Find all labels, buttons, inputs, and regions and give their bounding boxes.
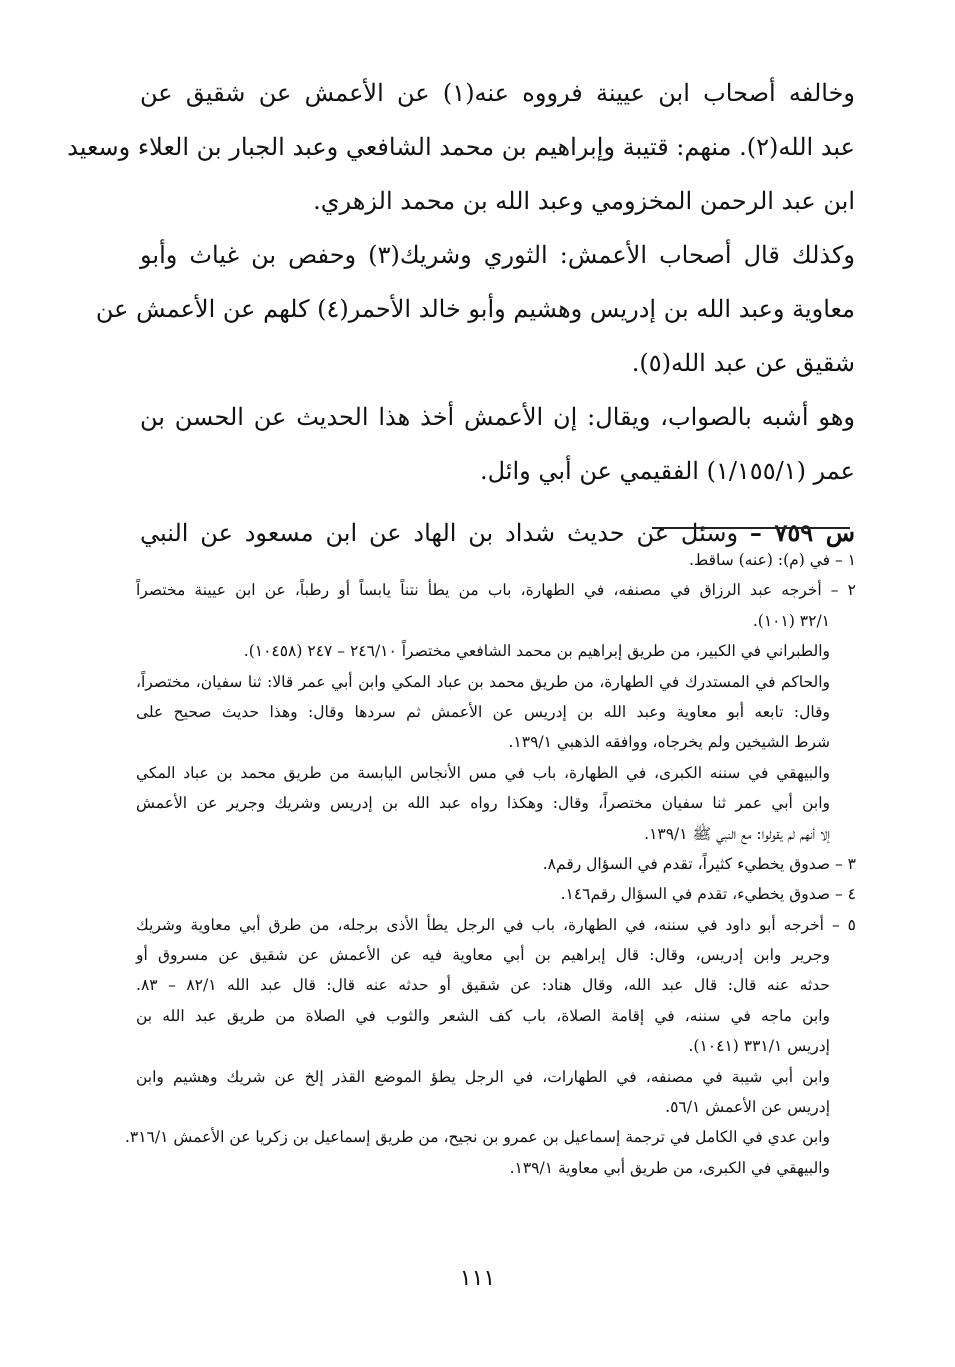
main-line: وخالفه أصحاب ابن عيينة فرووه عنه(١) عن الأعمش عن شقيق عن	[140, 79, 855, 107]
footnote-line: شرط الشيخين ولم يخرجاه، ووافقه الذهبي ١٣٩/١.	[508, 733, 830, 752]
footnote-line: وابن ماجه في سننه، في إقامة الصلاة، باب كف الشعر والثوب في الصلاة من طريق عبد الله بن	[136, 1006, 830, 1025]
question-number: س ٧٥٩ –	[749, 518, 855, 547]
footnote-line: ١ – في (م): (عنه) ساقط.	[688, 551, 856, 569]
footnote-line: والبيهقي في الكبرى، من طريق أبي معاوية ١٣٩/١.	[509, 1158, 830, 1177]
main-line: معاوية وعبد الله بن إدريس وهشيم وأبو خالد الأحمر(٤) كلهم عن الأعمش عن	[95, 295, 855, 323]
page-number: ١١١	[459, 1266, 496, 1291]
main-line: ابن عبد الرحمن المخزومي وعبد الله بن محمد الزهري.	[313, 187, 855, 215]
footnote-line: ٣ – صدوق يخطيء كثيراً، تقدم في السؤال رقم٨.	[542, 854, 856, 873]
main-line: وهو أشبه بالصواب، ويقال: إن الأعمش أخذ هذا الحديث عن الحسن بن	[140, 403, 855, 431]
main-line: وكذلك قال أصحاب الأعمش: الثوري وشريك(٣) وحفص بن غياث وأبو	[140, 241, 856, 269]
footnote-line: إدريس عن الأعمش ٥٦/١.	[665, 1098, 830, 1117]
main-line: عمر (١/١٥٥/١) الفقيمي عن أبي وائل.	[479, 457, 855, 485]
footnote-line: إدريس ٣٣١/١ (١٠٤١).	[688, 1037, 830, 1056]
footnote-line: ٣٢/١ (١٠١).	[752, 611, 830, 630]
footnote-line: والحاكم في المستدرك في الطهارة، من طريق محمد بن عباد المكي وابن أبي عمر قالا: ثنا سفيان، مختصراً،	[136, 672, 830, 691]
footnotes	[124, 545, 856, 1183]
footnote-line: ٢ – أخرجه عبد الرزاق في مصنفه، في الطهارة، باب من يطأ نتناً يابساً أو رطباً، عن ابن عيينة مختصراً	[136, 581, 856, 600]
main-line: شقيق عن عبد الله(٥).	[631, 349, 855, 377]
footnote-line: إلا أنهم لم يقولوا: مع النبي ﷺ ١٣٩/١.	[644, 824, 830, 843]
footnote-line: حدثه عنه قال: قال عبد الله، وقال هناد: عن شقيق أو حدثه عنه قال: قال عبد الله ٨٢/١ – ٨٣.	[136, 976, 830, 995]
footnote-line: وابن عدي في الكامل في ترجمة إسماعيل بن عمرو بن نجيح، من طريق إسماعيل بن زكريا عن الأعمش ٣١٦/١.	[124, 1128, 830, 1147]
footnote-line: وجرير وابن إدريس، وقال: قال إبراهيم بن أبي معاوية فيه عن الأعمش عن شقيق عن مسروق أو	[136, 946, 830, 965]
footnote-line: ٥ – أخرجه أبو داود في سننه، في الطهارة، باب في الرجل يطأ الأذى برجله، من طرق أبي معاوية وشريك	[136, 915, 856, 934]
footnote-line: والطبراني في الكبير، من طريق إبراهيم بن محمد الشافعي مختصراً ٢٤٦/١٠ – ٢٤٧ (١٠٤٥٨).	[243, 642, 830, 661]
footnote-line: والبيهقي في سننه الكبرى، في الطهارة، باب في مس الأنجاس اليابسة من طريق محمد بن عباد المكي	[136, 763, 830, 782]
footnote-line: ٤ – صدوق يخطيء، تقدم في السؤال رقم١٤٦.	[560, 885, 856, 904]
question-text: وسئل عن حديث شداد بن الهاد عن ابن مسعود عن النبي	[140, 519, 739, 547]
footnote-line: وابن أبي شيبة في مصنفه، في الطهارات، في الرجل يطؤ الموضع القذر إلخ عن شريك وهشيم وابن	[136, 1067, 830, 1086]
footnote-separator	[652, 527, 850, 529]
main-line: عبد الله(٢). منهم: قتيبة وإبراهيم بن محمد الشافعي وعبد الجبار بن العلاء وسعيد	[67, 133, 855, 161]
footnote-line: وابن أبي عمر ثنا سفيان مختصراً، وقال: وهكذا رواه عبد الله بن إدريس وشريك وجرير عن الأعمش	[136, 794, 830, 813]
footnote-line: وقال: تابعه أبو معاوية وعبد الله بن إدريس عن الأعمش ثم سردها وقال: وهذا حديث صحيح على	[136, 702, 830, 721]
